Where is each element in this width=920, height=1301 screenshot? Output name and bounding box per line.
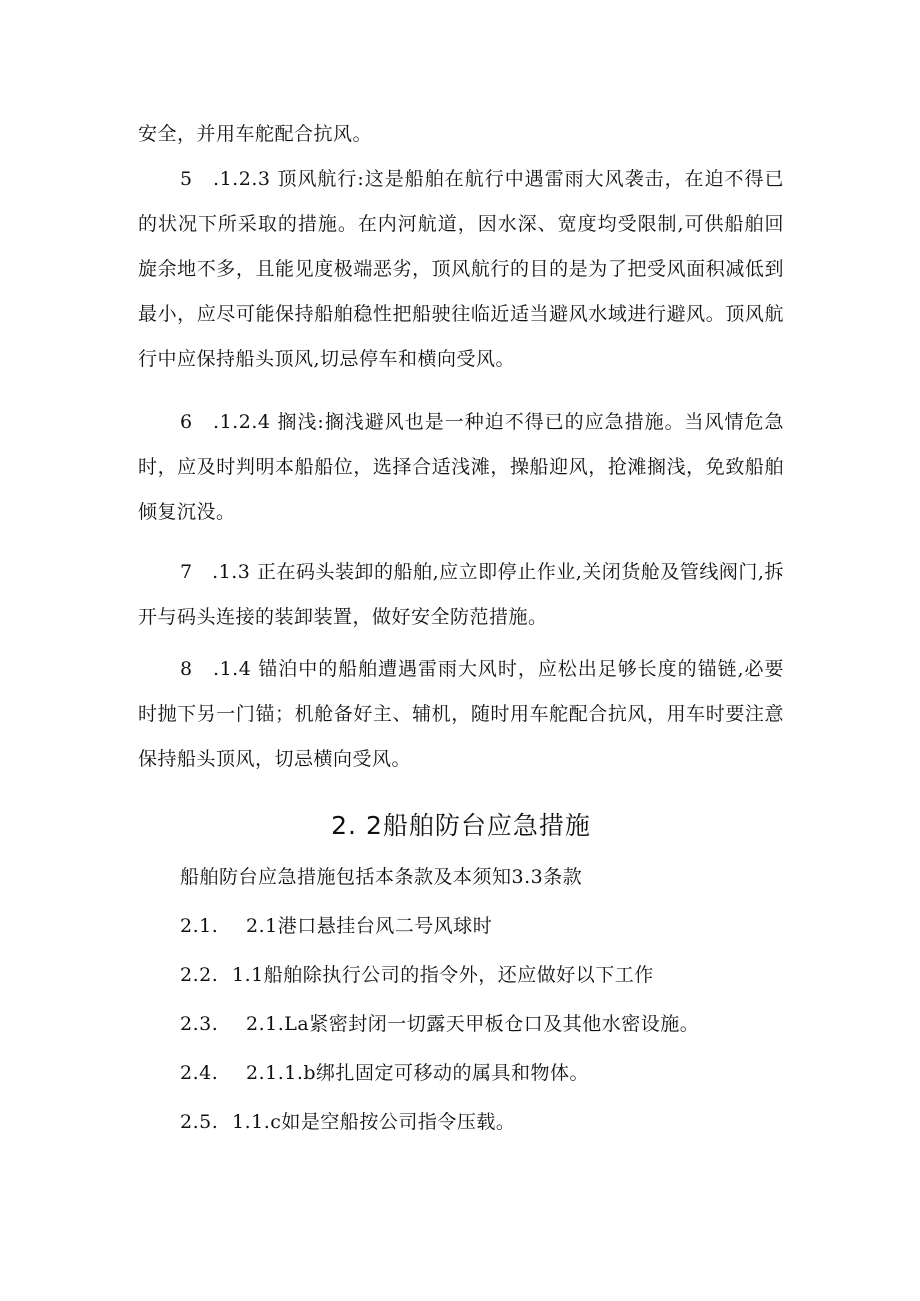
list-item-text: 2.1.1.b绑扎固定可移动的属具和物体。 <box>246 1062 590 1084</box>
list-item-text: 2.1.La紧密封闭一切露天甲板仓口及其他水密设施。 <box>246 1013 700 1035</box>
paragraph-2: 5 .1.2.3 顶风航行:这是船舶在航行中遇雷雨大风袭击，在迫不得已的状况下所采取的措施。在内河航道，因水深、宽度均受限制,可供船舶回旋余地不多，且能见度极端恶劣，顶风航行的目的是为了把受风面积减低到最小，应尽可能保持船舶稳性把船驶往临近适当避风水域进行避风。顶风航行中应保持船头顶风,切忌停车和横向受风。 <box>138 168 784 370</box>
section-heading: 2. 2船舶防台应急措施 <box>331 811 591 840</box>
paragraph-4: 7 .1.3 正在码头装卸的船舶,应立即停止作业,关闭货舱及管线阀门,拆开与码头连接的装卸装置，做好安全防范措施。 <box>138 561 784 628</box>
list-item-number: 2.2. <box>180 964 219 986</box>
list-item-text: 1.1.c如是空船按公司指令压载。 <box>232 1111 516 1133</box>
list-item <box>180 1009 784 1039</box>
list-item-number: 2.3. <box>180 1013 219 1035</box>
list-item <box>180 960 784 990</box>
list-item <box>180 911 784 941</box>
paragraph-3: 6 .1.2.4 搁浅:搁浅避风也是一种迫不得已的应急措施。当风情危急时，应及时判明本船船位，选择合适浅滩，操船迎风，抢滩搁浅，免致船舶倾复沉没。 <box>138 411 784 523</box>
list-item-text: 1.1船舶除执行公司的指令外，还应做好以下工作 <box>232 964 654 986</box>
paragraph-5: 8 .1.4 锚泊中的船舶遭遇雷雨大风时，应松出足够长度的锚链,必要时抛下另一门锚；机舱备好主、辅机，随时用车舵配合抗风，用车时要注意保持船头顶风，切忌横向受风。 <box>138 658 784 770</box>
list-item-number: 2.4. <box>180 1062 219 1084</box>
list-item-text: 2.1港口悬挂台风二号风球时 <box>246 915 493 937</box>
list-item <box>180 1058 784 1088</box>
list-item <box>180 1107 784 1137</box>
list-item-number: 2.5. <box>180 1111 219 1133</box>
list-item-number: 2.1. <box>180 915 219 937</box>
intro-line: 船舶防台应急措施包括本条款及本须知3.3条款 <box>180 866 583 888</box>
paragraph-1: 安全，并用车舵配合抗风。 <box>138 123 373 145</box>
